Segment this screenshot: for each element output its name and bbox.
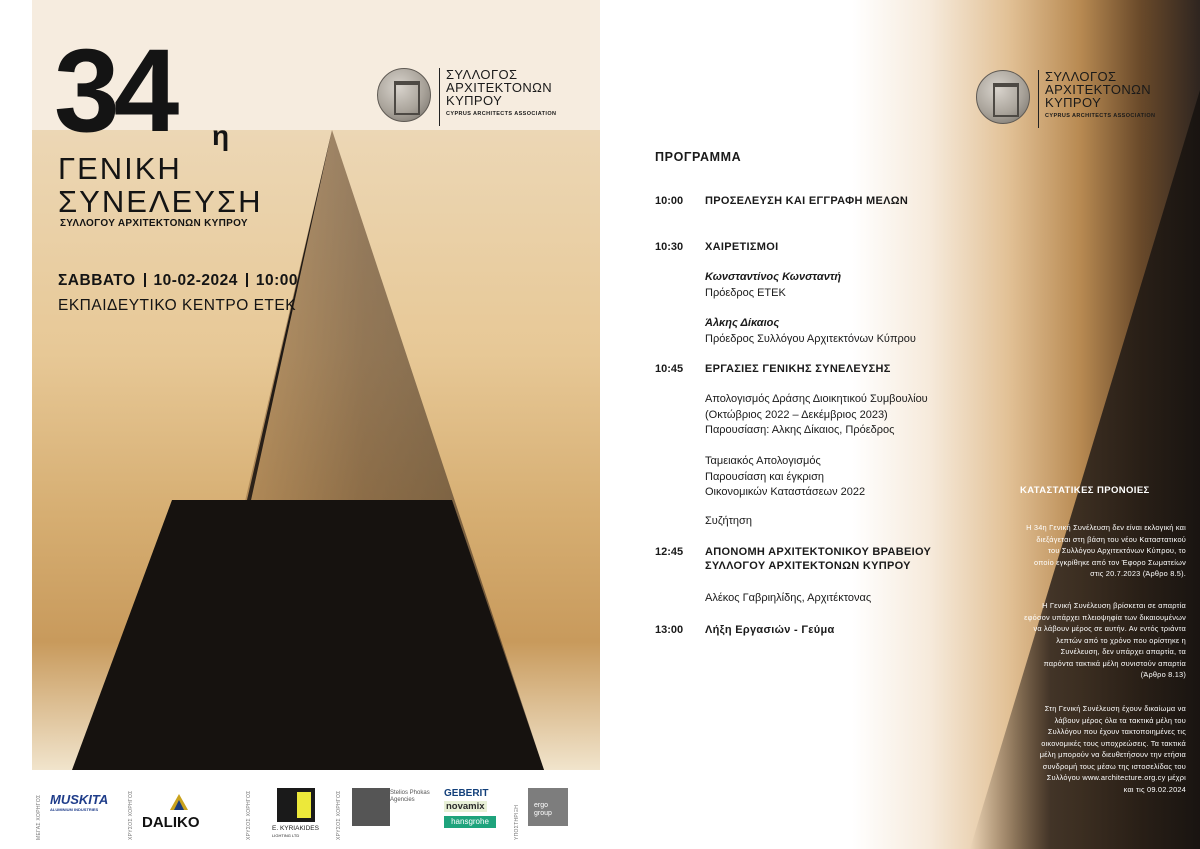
provision-line: λάβουν μέρος όλα τα τακτικά μέλη του: [1054, 715, 1186, 725]
association-english: CYPRUS ARCHITECTS ASSOCIATION: [1045, 113, 1156, 119]
provision-line: λεπτών από το χρόνο που ορίστηκε η: [1056, 635, 1186, 645]
sponsor-category-gold-2: ΧΡΥΣΟΣ ΧΟΡΗΓΟΣ: [246, 790, 252, 840]
event-date: 10-02-2024: [153, 272, 238, 289]
work-item-2: [705, 454, 865, 501]
provision-line: εφόσον υπάρχει πλειοψηφία των δικαιουμένων: [1024, 612, 1186, 622]
association-line-2: ΑΡΧΙΤΕΚΤΟΝΩΝ: [446, 80, 553, 95]
provision-line: παρόντα τακτικά μέλη συνιστούν απαρτία: [1043, 658, 1186, 668]
association-logo-right: [976, 70, 1155, 128]
ergo-group-logo: [528, 788, 568, 826]
program-heading: ΠΡΟΣΕΛΕΥΣΗ ΚΑΙ ΕΓΓΡΑΦΗ ΜΕΛΩΝ: [705, 195, 909, 207]
sponsor-bar: [32, 770, 600, 849]
sponsor-category-support: ΥΠΟΣΤΗΡΙΞΗ: [514, 804, 520, 840]
phokas-logo-icon: [352, 788, 390, 826]
ergo-line-1: ergo: [534, 802, 549, 809]
work-item-3: Συζήτηση: [705, 515, 752, 527]
provision-line: συνδρομή τους μέσω της ιστοσελίδας του: [1042, 761, 1186, 771]
divider: [144, 273, 146, 287]
provision-paragraph-3: [972, 703, 1186, 795]
event-time: 10:00: [255, 272, 298, 289]
program-heading-line-2: ΣΥΛΛΟΓΟΥ ΑΡΧΙΤΕΚΤΟΝΩΝ ΚΥΠΡΟΥ: [705, 560, 911, 572]
muskita-logo: [50, 792, 108, 812]
logo-divider: [439, 68, 440, 126]
program-heading: ΑΠΟΝΟΜΗ ΑΡΧΙΤΕΚΤΟΝΙΚΟΥ ΒΡΑΒΕΙΟΥ: [705, 546, 932, 558]
provision-line: να λάβουν μέρος σε αυτήν. Αν εντός τριάντα: [1033, 624, 1186, 633]
sponsor-category-gold-1: ΧΡΥΣΟΣ ΧΟΡΗΓΟΣ: [128, 790, 134, 840]
provisions-title: ΚΑΤΑΣΤΑΤΙΚΕΣ ΠΡΟΝΟΙΕΣ: [1020, 485, 1150, 496]
association-line-3: ΚΥΠΡΟΥ: [1045, 95, 1102, 110]
association-name: [1045, 70, 1155, 119]
provision-line: Στη Γενική Συνέλευση έχουν δικαίωμα να: [1044, 704, 1186, 713]
program-heading: Λήξη Εργασιών - Γεύμα: [705, 624, 835, 636]
title-line-1: ΓΕΝΙΚΗ: [58, 151, 182, 186]
work-2-line-2: Παρουσίαση και έγκριση: [705, 470, 824, 483]
work-2-line-3: Οικονομικών Καταστάσεων 2022: [705, 486, 866, 498]
assembly-number: 34: [54, 25, 174, 157]
program-title: ΠΡΟΓΡΑΜΜΑ: [655, 150, 742, 164]
provision-paragraph-2: [972, 600, 1186, 681]
program-page: [600, 0, 1200, 849]
work-2-line-1: Ταμειακός Απολογισμός: [705, 455, 821, 467]
association-line-1: ΣΥΛΛΟΓΟΣ: [1045, 69, 1117, 84]
event-datetime: [58, 272, 298, 290]
provision-line: οποίο εγκρίθηκε από τον Έφορο Σωματείων: [1034, 557, 1186, 567]
provision-line: Η Γενική Συνέλευση βρίσκεται σε απαρτία: [1042, 601, 1186, 610]
association-logo: [377, 68, 556, 126]
provision-line: διεξάγεται στη βάση του νέου Καταστατικού: [1036, 534, 1186, 544]
provision-line: (Άρθρο 8.13): [1140, 670, 1186, 679]
sponsor-category-major: ΜΕΓΑΣ ΧΟΡΗΓΟΣ: [36, 794, 42, 840]
poster-title: [58, 152, 263, 218]
daliko-mark-icon: [170, 794, 188, 810]
provision-line: οικονομικές τους υποχρεώσεις. Τα τακτικά: [1041, 738, 1186, 748]
work-item-1: [705, 392, 928, 439]
association-line-1: ΣΥΛΛΟΓΟΣ: [446, 67, 518, 82]
ergo-line-2: group: [534, 810, 552, 817]
kyriakides-sub: LIGHTING LTD: [272, 833, 300, 838]
event-venue: ΕΚΠΑΙΔΕΥΤΙΚΟ ΚΕΝΤΡΟ ΕΤΕΚ: [58, 297, 297, 314]
provision-line: Η 34η Γενική Συνέλευση δεν είναι εκλογική και: [1026, 523, 1186, 532]
work-1-line-2: (Οκτώβριος 2022 – Δεκέμβριος 2023): [705, 408, 888, 421]
phokas-name: [390, 790, 430, 804]
association-line-3: ΚΥΠΡΟΥ: [446, 93, 503, 108]
work-1-line-3: Παρουσίαση: Αλκης Δίκαιος, Πρόεδρος: [705, 424, 895, 436]
association-line-2: ΑΡΧΙΤΕΚΤΟΝΩΝ: [1045, 82, 1152, 97]
program-heading: ΕΡΓΑΣΙΕΣ ΓΕΝΙΚΗΣ ΣΥΝΕΛΕΥΣΗΣ: [705, 363, 891, 375]
hansgrohe-logo: hansgrohe: [444, 816, 496, 828]
speaker-2-role: Πρόεδρος Συλλόγου Αρχιτεκτόνων Κύπρου: [705, 332, 916, 345]
coin-emblem-icon: [976, 70, 1030, 124]
novamix-logo: novamix: [446, 801, 485, 812]
kyriakides-label: E. KYRIAKIDES: [272, 825, 319, 832]
muskita-sub: ALUMINIUM INDUSTRIES: [50, 807, 99, 812]
sponsor-category-gold-3: ΧΡΥΣΟΣ ΧΟΡΗΓΟΣ: [336, 790, 342, 840]
speaker-1-name: Κωνσταντίνος Κωνσταντή: [705, 271, 842, 283]
geberit-logo: GEBERIT: [444, 788, 489, 799]
association-english: CYPRUS ARCHITECTS ASSOCIATION: [446, 111, 557, 117]
kyriakides-logo-icon: [277, 788, 315, 822]
coin-emblem-icon: [377, 68, 431, 122]
provision-paragraph-1: [972, 522, 1186, 580]
program-time: 13:00: [655, 624, 684, 636]
logo-divider: [1038, 70, 1039, 128]
assembly-ordinal: η: [212, 120, 230, 151]
phokas-sub: Agencies: [390, 797, 415, 803]
program-time: 10:45: [655, 363, 684, 375]
speaker-2-name: Άλκης Δίκαιος: [705, 317, 780, 329]
event-day: ΣΑΒΒΑΤΟ: [58, 272, 136, 289]
provision-line: του Συλλόγου Αρχιτεκτόνων Κύπρου, το: [1048, 546, 1186, 555]
muskita-name: MUSKITA: [50, 792, 109, 807]
daliko-logo: DALIKO: [142, 814, 200, 831]
program-heading: ΧΑΙΡΕΤΙΣΜΟΙ: [705, 241, 779, 253]
kyriakides-name: [272, 825, 319, 839]
speaker-1-role: Πρόεδρος ΕΤΕΚ: [705, 286, 786, 299]
program-time: 10:00: [655, 195, 684, 207]
poster-cover: [32, 0, 600, 849]
provision-line: Συλλόγου που έχουν τακτοποιημένες τις: [1047, 727, 1186, 736]
award-recipient: Αλέκος Γαβριηλίδης, Αρχιτέκτονας: [705, 592, 872, 604]
provision-line: στις 20.7.2023 (Άρθρο 8.5).: [1090, 569, 1186, 578]
phokas-label: Stelios Phokas: [390, 790, 430, 796]
work-1-line-1: Απολογισμός Δράσης Διοικητικού Συμβουλίου: [705, 393, 928, 405]
speaker-2: [705, 316, 916, 347]
association-name: [446, 68, 556, 117]
provision-line: και τις 09.02.2024: [1123, 784, 1186, 794]
program-time: 10:30: [655, 241, 684, 253]
program-time: 12:45: [655, 546, 684, 558]
provision-line: μέλη μπορούν να διευθετήσουν την ετήσια: [1039, 750, 1186, 759]
divider: [246, 273, 248, 287]
poster-subtitle: ΣΥΛΛΟΓΟΥ ΑΡΧΙΤΕΚΤΟΝΩΝ ΚΥΠΡΟΥ: [60, 218, 248, 229]
title-line-2: ΣΥΝΕΛΕΥΣΗ: [58, 184, 263, 219]
provision-line: Συνέλευση, δεν υπάρχει απαρτία, τα: [1060, 647, 1186, 656]
provision-line: Συλλόγου www.architecture.org.cy μέχρι: [1046, 773, 1186, 782]
speaker-1: [705, 270, 841, 301]
